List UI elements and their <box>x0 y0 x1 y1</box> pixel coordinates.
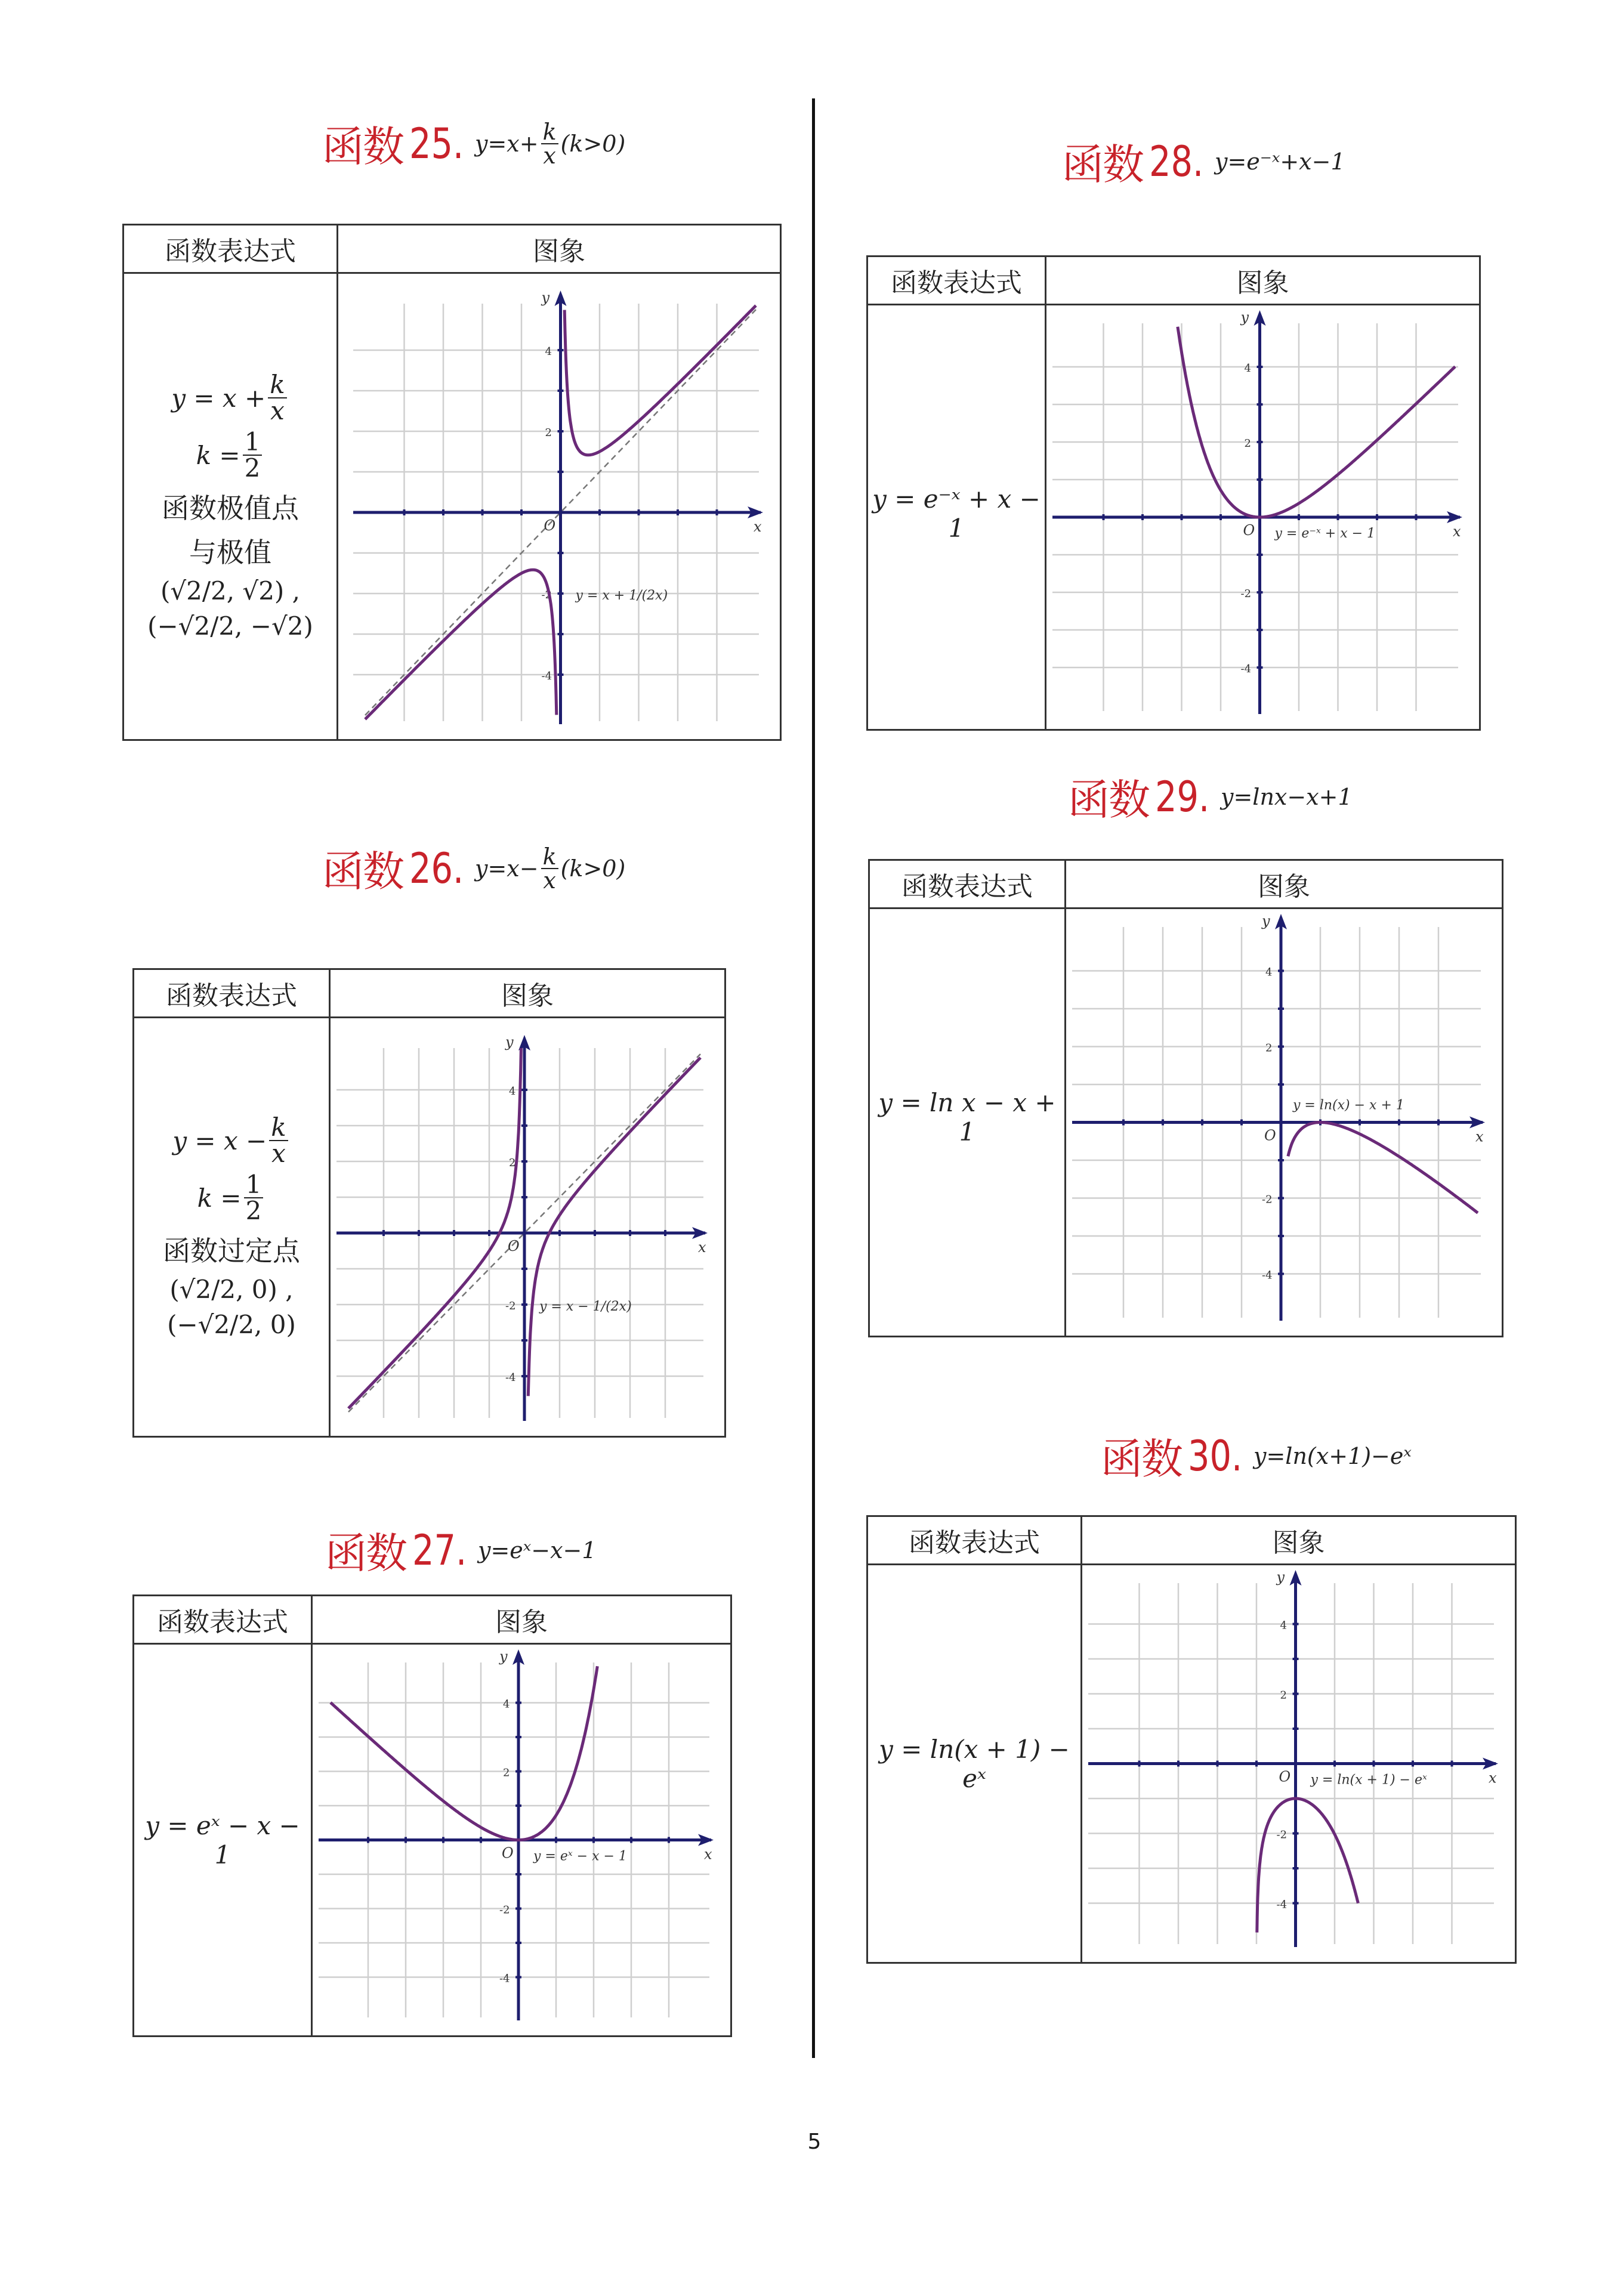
y-axis-label: y <box>505 1034 514 1050</box>
header-graph: 图象 <box>330 969 725 1018</box>
tick-label: 2 <box>509 1157 516 1169</box>
tick-label: -4 <box>1240 663 1252 675</box>
tick-label: 4 <box>503 1698 510 1711</box>
function-29-graph <box>1066 909 1502 1336</box>
tick-label: 2 <box>503 1766 510 1779</box>
tick-label: -2 <box>499 1903 510 1917</box>
curve-label: y = x − 1/(2x) <box>539 1299 632 1314</box>
function-curve <box>1178 327 1455 517</box>
tick-label: -2 <box>1262 1193 1273 1206</box>
header-expression: 函数表达式 <box>867 1516 1082 1565</box>
function-27-table <box>132 1594 732 2037</box>
function-27-title: 函数 27. y=eˣ−x−1 <box>325 1525 597 1578</box>
function-25-title-formula: y=x+ $\frac{k}{x}$ (k>0) <box>475 118 626 169</box>
tick-label: -4 <box>499 1972 510 1985</box>
tick-label: 4 <box>1265 966 1273 979</box>
function-26-table <box>132 968 726 1438</box>
function-curve <box>365 570 557 719</box>
function-curve <box>331 1666 597 1840</box>
curve-label: y = ln(x + 1) − eˣ <box>1310 1772 1427 1788</box>
function-28-graph-cell <box>1046 305 1480 730</box>
y-axis-label: y <box>1276 1569 1285 1586</box>
function-25-graph <box>338 274 780 739</box>
tick-label: -4 <box>505 1371 516 1384</box>
tick-label: -4 <box>1276 1898 1288 1911</box>
function-25-expression-cell: y = x + $\frac{k}{x}$ k = $\frac{1}{2}$ 函数极值点 与极值 (√2/2, √2) , (−√2/2, −√2) <box>124 273 338 740</box>
function-25-graph-cell <box>338 273 781 740</box>
function-26-title: 函数 26. y=x− $\frac{k}{x}$ (k>0) <box>322 843 626 896</box>
function-27-graph-cell <box>312 1644 731 2037</box>
function-30-title: 函数 30. y=ln(x+1)−eˣ <box>1101 1431 1412 1484</box>
origin-label: O <box>1279 1768 1291 1785</box>
tick-label: -2 <box>1240 588 1252 600</box>
header-expression: 函数表达式 <box>124 225 338 273</box>
tick-label: -4 <box>1262 1269 1273 1282</box>
function-28-graph <box>1046 305 1479 729</box>
function-28-title: 函数 28. y=e⁻ˣ+x−1 <box>1062 137 1345 189</box>
header-graph: 图象 <box>1046 257 1480 305</box>
function-28-title-formula: y=e⁻ˣ+x−1 <box>1215 148 1345 175</box>
curve-label: y = eˣ − x − 1 <box>533 1849 627 1864</box>
tick-label: -4 <box>541 670 552 682</box>
x-axis-label: x <box>704 1846 712 1863</box>
function-26-graph-cell <box>330 1018 725 1437</box>
x-axis-label: x <box>754 518 762 535</box>
function-27-graph <box>313 1645 730 2035</box>
origin-label: O <box>1264 1127 1276 1144</box>
y-axis-label: y <box>1262 913 1270 929</box>
function-27-expression-cell: y = eˣ − x − 1 <box>134 1644 312 2037</box>
tick-label: 4 <box>1244 362 1251 375</box>
function-26-expression-cell: y = x − $\frac{k}{x}$ k = $\frac{1}{2}$ 函数过定点 (√2/2, 0) , (−√2/2, 0) <box>134 1018 330 1437</box>
tick-label: -2 <box>1276 1828 1288 1841</box>
function-29-graph-cell <box>1066 908 1503 1337</box>
header-expression: 函数表达式 <box>867 257 1046 305</box>
x-axis-label: x <box>1453 523 1461 540</box>
origin-label: O <box>508 1238 520 1254</box>
origin-label: O <box>502 1844 514 1862</box>
function-26-title-formula: y=x− $\frac{k}{x}$ (k>0) <box>475 843 626 894</box>
page-number: 5 <box>807 2130 822 2154</box>
header-expression: 函数表达式 <box>869 860 1066 908</box>
function-30-table <box>866 1515 1517 1964</box>
tick-label: 2 <box>1265 1042 1273 1055</box>
x-axis-label: x <box>1475 1128 1484 1145</box>
function-30-graph <box>1082 1565 1515 1962</box>
function-27-title-formula: y=eˣ−x−1 <box>478 1537 597 1563</box>
function-29-title-formula: y=lnx−x+1 <box>1221 783 1353 810</box>
header-graph: 图象 <box>312 1596 731 1644</box>
origin-label: O <box>544 517 556 534</box>
function-30-expression-cell: y = ln(x + 1) − eˣ <box>867 1565 1082 1963</box>
function-29-title: 函数 29. y=lnx−x+1 <box>1068 772 1353 824</box>
function-curve <box>1257 1799 1359 1933</box>
function-28-expression-cell: y = e⁻ˣ + x − 1 <box>867 305 1046 730</box>
tick-label: 2 <box>1244 437 1251 450</box>
curve-label: y = ln(x) − x + 1 <box>1293 1098 1404 1113</box>
x-axis-label: x <box>698 1239 706 1256</box>
header-graph: 图象 <box>338 225 781 273</box>
function-curve <box>1288 1123 1478 1213</box>
function-25-table <box>122 224 782 741</box>
header-graph: 图象 <box>1066 860 1503 908</box>
y-axis-label: y <box>499 1648 508 1665</box>
header-graph: 图象 <box>1082 1516 1516 1565</box>
y-axis-label: y <box>541 289 550 306</box>
curve-label: y = x + 1/(2x) <box>575 588 668 603</box>
tick-label: 2 <box>545 427 552 439</box>
curve-label: y = e⁻ˣ + x − 1 <box>1274 526 1376 541</box>
tick-label: 4 <box>1280 1619 1287 1632</box>
function-29-expression-cell: y = ln x − x + 1 <box>869 908 1066 1337</box>
function-curve <box>348 1048 521 1408</box>
tick-label: -2 <box>505 1300 516 1312</box>
tick-label: 2 <box>1280 1689 1287 1702</box>
function-25-title: 函数 25. y=x+ $\frac{k}{x}$ (k>0) <box>322 118 626 171</box>
function-30-title-formula: y=ln(x+1)−eˣ <box>1253 1442 1412 1469</box>
function-curve <box>564 305 756 455</box>
function-26-graph <box>331 1018 724 1436</box>
tick-label: 4 <box>509 1085 516 1098</box>
tick-label: -2 <box>541 589 552 601</box>
tick-label: 4 <box>545 345 552 358</box>
column-divider <box>812 98 815 2058</box>
x-axis-label: x <box>1489 1769 1497 1787</box>
function-29-table <box>868 859 1503 1337</box>
function-30-graph-cell <box>1082 1565 1516 1963</box>
function-28-table <box>866 255 1481 731</box>
header-expression: 函数表达式 <box>134 1596 312 1644</box>
y-axis-label: y <box>1240 309 1249 326</box>
header-expression: 函数表达式 <box>134 969 330 1018</box>
origin-label: O <box>1243 522 1255 539</box>
function-curve <box>528 1058 700 1396</box>
